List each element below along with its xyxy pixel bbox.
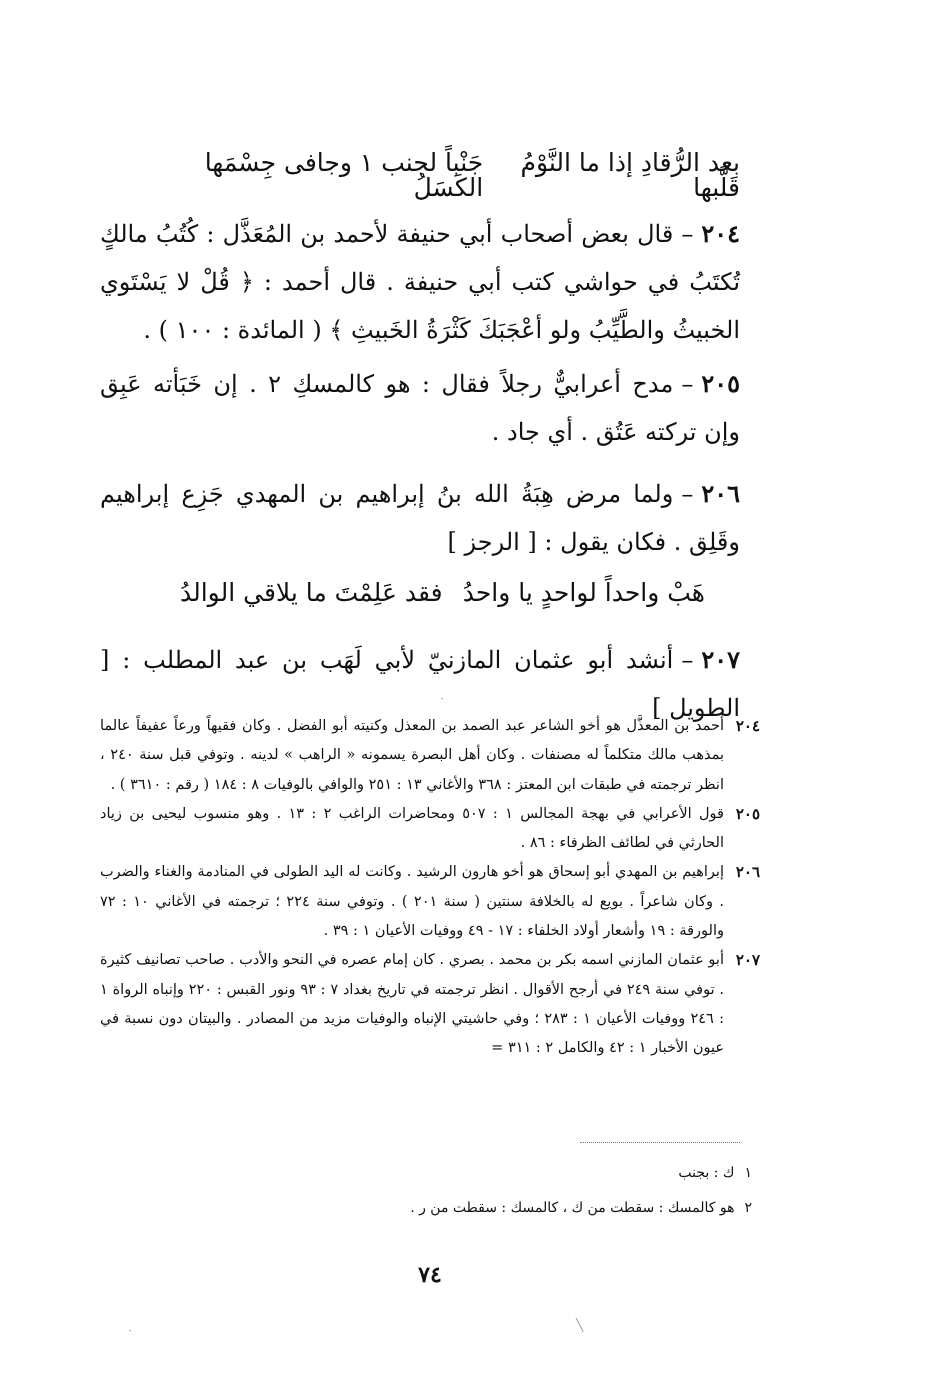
entry-204: ٢٠٤–قال بعض أصحاب أبي حنيفة لأحمد بن المُعَذَّل : كُتُبُ مالكٍ تُكتَبُ في حواشي كتب أبي حنيفة . قال أحمد : ﴿ قُلْ لا يَسْتَوي الخبيثُ والطَّيِّبُ ولو أعْجَبَكَ كَثْرَةُ الخَبيثِ ﴾ ( المائدة : ١٠٠ ) . bbox=[100, 219, 740, 344]
entry-number: ٢٠٧ bbox=[701, 645, 740, 674]
critical-note-text: هو كالمسك : سقطت من ك ، كالمسك : سقطت من ر . bbox=[410, 1200, 735, 1216]
verse-top bbox=[150, 150, 740, 200]
verse-top-right-hemistich: بعد الرُّقادِ إذا ما النَّوْمُ قَلَّبها bbox=[520, 148, 740, 202]
footnote-number: ٢٠٥ bbox=[735, 804, 760, 823]
footnote-206 bbox=[100, 858, 760, 946]
critical-note-number: ٢ bbox=[744, 1200, 752, 1216]
footnote-text: أبو عثمان المازني اسمه بكر بن محمد . بصري . كان إمام عصره في النحو والأدب . صاحب تصانيف كثيرة . توفي سنة ٢٤٩ في أرجح الأقوال . انظر ترجمته في تاريخ بغداد ٧ : ٩٣ ونور القبس : ٢٢٠ وإنباه الرواة ١ : ٢٤٦ ووفيات الأعيان ١ : ٢٨٣ ؛ وفي حاشيتي الإنباه والوفيات مزيد من المصادر . والبيتان دون نسبة في عيون الأخبار ١ : ٤٢ والكامل ٢ : ٣١١ = bbox=[100, 952, 725, 1057]
footnote-text: إبراهيم بن المهدي أبو إسحاق هو أخو هارون الرشيد . وكانت له اليد الطولى في المنادمة والغناء والضرب . وكان شاعراً . بويع له بالخلافة سنتين ( سنة ٢٠١ ) . وتوفي سنة ٢٢٤ ؛ ترجمته في الأغاني ١٠ : ٧٢ والورقة : ١٩ وأشعار أولاد الخلفاء : ١٧ - ٤٩ ووفيات الأعيان ١ : ٣٩ . bbox=[100, 864, 725, 940]
footnote-207 bbox=[100, 946, 760, 1063]
footnote-number: ٢٠٦ bbox=[735, 863, 760, 882]
footnote-204 bbox=[100, 712, 760, 800]
entry-text: أنشد أبو عثمان المازنيّ لأبي لَهَب بن عبد المطلب : [ الطويل ] bbox=[100, 646, 740, 722]
scan-speck: · bbox=[128, 1324, 132, 1338]
footnote-text: قول الأعرابي في بهجة المجالس ١ : ٥٠٧ ومحاضرات الراغب ٢ : ١٣ . وهو منسوب ليحيى بن زياد الحارثي في لطائف الظرفاء : ٨٦ . bbox=[100, 805, 724, 852]
footnotes bbox=[100, 712, 760, 1064]
footnote-text: أحمد بن المعذَّل هو أخو الشاعر عبد الصمد بن المعذل وكنيته أبو الفضل . وكان فقيهاً ورعاً عفيفاً عالما بمذهب مالك متكلماً له مصنفات . وكان أهل البصرة يسمونه « الراهب » لدينه . وتوفي قبل سنة ٢٤٠ ، انظر ترجمته في طبقات ابن المعتز : ٣٦٨ والأغاني ١٣ : ٢٥١ والوافي بالوفيات ٨ : ١٨٤ ( رقم : ٣٦١٠ ) . bbox=[100, 718, 724, 793]
scan-speck: ╲ bbox=[576, 1318, 584, 1332]
verse-middle-left-hemistich: فقد عَلِمْتَ ما يلاقي الوالدُ bbox=[180, 578, 443, 607]
critical-note-2 bbox=[300, 1191, 752, 1226]
entry-205: ٢٠٥–مدح أعرابيٌّ رجلاً فقال : هو كالمسكِ ٢ . إن خَبَأته عَبِق وإن تركته عَتُق . أي جاد . bbox=[100, 369, 741, 446]
verse-middle bbox=[180, 580, 705, 605]
entry-206: ٢٠٦–ولما مرض هِبَةُ الله بنُ إبراهيم بن المهدي جَزِع إبراهيم وقَلِق . فكان يقول : [ الرجز ] bbox=[100, 479, 740, 556]
critical-note-1 bbox=[300, 1156, 752, 1191]
critical-note-text: ك : بجنب bbox=[678, 1165, 735, 1181]
page-number: ٧٤ bbox=[418, 1262, 442, 1288]
entry-text: مدح أعرابيٌّ رجلاً فقال : هو كالمسكِ ٢ . إن خَبَأته عَبِق وإن تركته عَتُق . أي جاد . bbox=[100, 370, 740, 446]
verse-middle-right-hemistich: هَبْ واحداً لواحدٍ يا واحدُ bbox=[462, 578, 705, 607]
footnote-205 bbox=[100, 800, 760, 859]
footnote-number: ٢٠٤ bbox=[735, 717, 760, 735]
entry-number: ٢٠٤ bbox=[701, 219, 740, 248]
entry-number: ٢٠٥ bbox=[701, 369, 741, 398]
scan-speck: · bbox=[440, 692, 444, 706]
footnote-number: ٢٠٧ bbox=[735, 951, 760, 970]
verse-top-left-hemistich: جَنْباً لجنب ١ وجافى جِسْمَها الكَسَلُ bbox=[204, 148, 484, 202]
entry-number: ٢٠٦ bbox=[701, 479, 740, 508]
entry-text: قال بعض أصحاب أبي حنيفة لأحمد بن المُعَذَّل : كُتُبُ مالكٍ تُكتَبُ في حواشي كتب أبي حنيفة . قال أحمد : ﴿ قُلْ لا يَسْتَوي الخبيثُ والطَّيِّبُ ولو أعْجَبَكَ كَثْرَةُ الخَبيثِ ﴾ ( المائدة : ١٠٠ ) . bbox=[100, 220, 740, 344]
footnote-separator bbox=[580, 1142, 740, 1143]
critical-note-number: ١ bbox=[744, 1165, 752, 1181]
critical-notes bbox=[300, 1156, 752, 1226]
entry-207: ٢٠٧–أنشد أبو عثمان المازنيّ لأبي لَهَب بن عبد المطلب : [ الطويل ] bbox=[100, 645, 740, 722]
entry-text: ولما مرض هِبَةُ الله بنُ إبراهيم بن المهدي جَزِع إبراهيم وقَلِق . فكان يقول : [ الرجز ] bbox=[100, 480, 740, 556]
